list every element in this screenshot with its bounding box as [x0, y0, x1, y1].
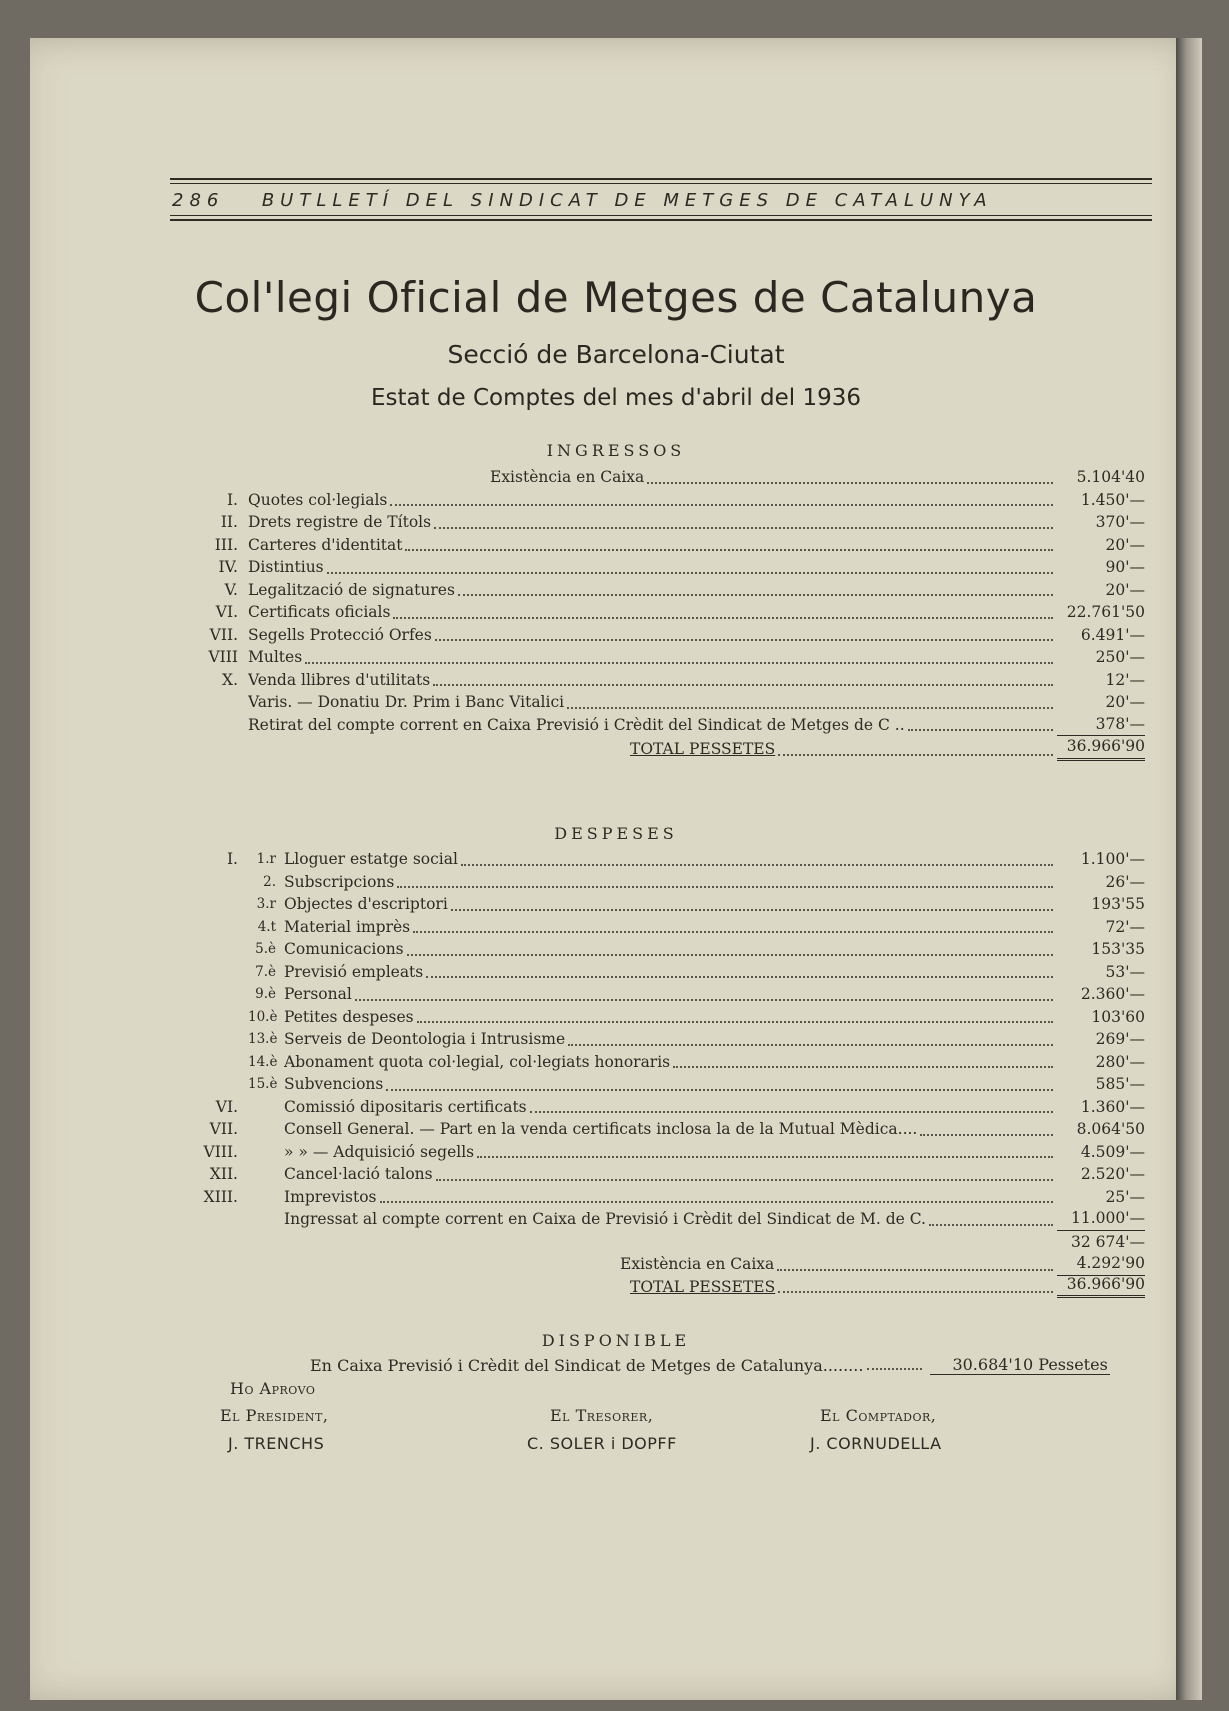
leader-dots [413, 931, 1053, 933]
ingressos-row-label: Carteres d'identitat [248, 535, 403, 554]
despeses-row [160, 1208, 1145, 1231]
president-name: J. TRENCHS [228, 1434, 325, 1453]
despeses-row [160, 1028, 1145, 1051]
ingressos-total-row [160, 738, 1145, 761]
ingressos-row [160, 489, 1145, 512]
leader-dots [390, 504, 1053, 506]
leader-dots [434, 527, 1053, 529]
despeses-row-subnumber: 13.è [248, 1031, 278, 1047]
ingressos-row-label: Venda llibres d'utilitats [248, 670, 431, 689]
ingressos-row-number: V. [224, 580, 238, 599]
ingressos-opening-row [160, 466, 1145, 489]
leader-dots [458, 594, 1053, 596]
despeses-subtotal: 32 674'— [1071, 1232, 1145, 1251]
president-title: El President, [220, 1406, 329, 1425]
leader-dots [567, 707, 1053, 709]
despeses-closing-row [160, 1253, 1145, 1276]
despeses-row-subnumber: 5.è [255, 941, 276, 957]
despeses-row-subnumber: 10.è [248, 1008, 278, 1025]
despeses-subtotal-row [160, 1231, 1145, 1254]
tresorer-name: C. SOLER i DOPFF [527, 1434, 677, 1453]
ingressos-total-label: TOTAL PESSETES [630, 740, 776, 758]
disponible-amount: 30.684'10 Pessetes [930, 1355, 1109, 1375]
despeses-row-label: Petites despeses [284, 1007, 414, 1026]
despeses-row [160, 938, 1145, 961]
ingressos-row [160, 556, 1145, 579]
ingressos-row [160, 511, 1145, 534]
ingressos-row-number: VI. [215, 603, 238, 621]
leader-dots [778, 754, 1053, 756]
leader-dots [568, 1044, 1053, 1046]
despeses-closing-amount: 4.292'90 [1057, 1252, 1145, 1276]
disponible-row [310, 1355, 1145, 1375]
despeses-row [160, 848, 1145, 871]
despeses-row-amount: 8.064'50 [1076, 1120, 1145, 1138]
ingressos-row [160, 624, 1145, 647]
despeses-row-number: I. [226, 850, 238, 868]
despeses-row-amount: 26'— [1105, 872, 1145, 891]
despeses-row-label: Subscripcions [284, 872, 395, 891]
despeses-row-amount: 193'55 [1091, 895, 1145, 913]
despeses-total-label: TOTAL PESSETES [630, 1277, 776, 1296]
despeses-row-amount: 25'— [1105, 1187, 1145, 1206]
despeses-row-amount: 585'— [1095, 1075, 1145, 1093]
leader-dots [461, 864, 1053, 866]
despeses-row-subnumber: 4.t [257, 918, 276, 935]
despeses-row [160, 1051, 1145, 1074]
ingressos-row-number: VIII [208, 648, 238, 666]
leader-dots [777, 1269, 1053, 1271]
despeses-closing-label: Existència en Caixa [620, 1255, 775, 1273]
running-head-text [170, 184, 1152, 215]
despeses-total-amount: 36.966'90 [1057, 1273, 1145, 1299]
despeses-row [160, 1006, 1145, 1029]
page-number: 286 [172, 190, 225, 211]
despeses-row-subnumber: 2. [263, 873, 276, 890]
despeses-row-label: Cancel·lació talons [284, 1165, 433, 1183]
despeses-row-label: Abonament quota col·legial, col·legiats honoraris [284, 1052, 671, 1071]
leader-dots [433, 684, 1053, 686]
leader-dots [355, 999, 1053, 1001]
ingressos-row-label: Distintius [248, 558, 324, 576]
document-period: Estat de Comptes del mes d'abril del 1936 [370, 385, 862, 411]
leader-dots [920, 1134, 1053, 1136]
despeses-row-label: Objectes d'escriptori [284, 895, 448, 913]
despeses-row-number: VIII. [203, 1142, 238, 1161]
ingressos-row-number: VII. [209, 625, 238, 644]
ingressos-row-label: Segells Protecció Orfes [248, 625, 432, 644]
ingressos-row [160, 601, 1145, 624]
despeses-row-amount: 53'— [1105, 962, 1145, 981]
despeses-row [160, 1163, 1145, 1186]
ingressos-row-amount: 6.491'— [1080, 625, 1145, 644]
ingressos-row [160, 646, 1145, 669]
ingressos-row-label: Multes [248, 648, 303, 666]
leader-dots [435, 639, 1053, 641]
despeses-row-amount: 11.000'— [1057, 1207, 1145, 1231]
ingressos-row-amount: 12'— [1105, 670, 1145, 689]
despeses-row-amount: 1.100'— [1080, 850, 1145, 868]
ingressos-row [160, 534, 1145, 557]
despeses-row-subnumber: 1.r [256, 851, 276, 867]
despeses-row-amount: 1.360'— [1080, 1097, 1145, 1116]
leader-dots [436, 1179, 1053, 1181]
leader-dots [407, 954, 1053, 956]
ingressos-row-number: III. [214, 535, 238, 554]
leader-dots [393, 617, 1053, 619]
despeses-row-subnumber: 7.è [255, 963, 276, 980]
leader-dots [417, 1021, 1053, 1023]
ingressos-heading: INGRESSOS [546, 441, 686, 460]
ingressos-row-amount: 20'— [1105, 693, 1145, 711]
ingressos-opening-amount: 5.104'40 [1076, 468, 1145, 486]
despeses-row [160, 961, 1145, 984]
despeses-row-subnumber: 3.r [256, 896, 276, 912]
despeses-row-label: Comunicacions [284, 940, 404, 958]
ingressos-row-amount: 22.761'50 [1066, 603, 1145, 621]
despeses-row-label: Material imprès [284, 917, 411, 936]
approve-label: Ho Aprovo [230, 1379, 316, 1398]
despeses-row-amount: 2.360'— [1080, 985, 1145, 1003]
document-subtitle: Secció de Barcelona-Ciutat [447, 340, 785, 369]
ingressos-total-amount: 36.966'90 [1057, 735, 1145, 761]
despeses-row-label: Consell General. — Part en la venda certificats inclosa la de la Mutual Mèdica.... [284, 1120, 918, 1138]
leader-dots [405, 549, 1053, 551]
leader-dots [673, 1066, 1053, 1068]
ingressos-row [160, 714, 1145, 737]
ingressos-row-label: Drets registre de Títols [248, 513, 432, 531]
ingressos-row [160, 691, 1145, 714]
despeses-row-number: VII. [209, 1120, 238, 1138]
ingressos-row-label: Quotes col·legials [248, 490, 388, 509]
journal-title: BUTLLETÍ DEL SINDICAT DE METGES DE CATALUNYA [261, 190, 993, 211]
ingressos-opening-label: Existència en Caixa [490, 468, 645, 486]
despeses-row-amount: 4.509'— [1080, 1142, 1145, 1161]
leader-dots [778, 1291, 1053, 1293]
despeses-row [160, 871, 1145, 894]
despeses-row-label: Subvencions [284, 1075, 384, 1093]
ingressos-row-amount: 90'— [1105, 558, 1145, 576]
ingressos-row [160, 579, 1145, 602]
tresorer-title: El Tresorer, [550, 1406, 654, 1425]
disponible-label: En Caixa Previsió i Crèdit del Sindicat de Metges de Catalunya........ [310, 1356, 864, 1375]
ingressos-row-amount: 20'— [1105, 535, 1145, 554]
disponible-heading: DISPONIBLE [541, 1331, 691, 1350]
despeses-row-label: Comissió dipositaris certificats [284, 1097, 527, 1116]
despeses-row [160, 983, 1145, 1006]
despeses-heading: DESPESES [554, 824, 678, 843]
despeses-row-amount: 103'60 [1091, 1007, 1145, 1026]
leader-dots [305, 662, 1053, 664]
leader-dots [530, 1111, 1053, 1113]
despeses-row-number: VI. [215, 1097, 238, 1116]
ingressos-rows [160, 489, 1145, 737]
despeses-row-label: Serveis de Deontologia i Intrusisme [284, 1030, 566, 1048]
ingressos-row [160, 669, 1145, 692]
despeses-rows [160, 848, 1145, 1231]
despeses-row [160, 916, 1145, 939]
ingressos-row-amount: 370'— [1095, 513, 1145, 531]
despeses-row [160, 1186, 1145, 1209]
ingressos-row-number: I. [226, 490, 238, 509]
despeses-row-amount: 153'35 [1091, 940, 1145, 958]
leader-dots [426, 976, 1053, 978]
leader-dots [386, 1089, 1053, 1091]
despeses-row-label: Lloguer estatge social [284, 850, 458, 868]
despeses-row-number: XII. [209, 1165, 238, 1183]
despeses-row-amount: 269'— [1095, 1030, 1145, 1048]
despeses-row-subnumber: 9.è [255, 986, 276, 1002]
despeses-row-label: Personal [284, 985, 352, 1003]
despeses-row-subnumber: 14.è [248, 1053, 278, 1070]
despeses-row [160, 1073, 1145, 1096]
ingressos-row-label: Certificats oficials [248, 603, 391, 621]
ingressos-row-amount: 378'— [1057, 713, 1145, 737]
running-head [170, 178, 1152, 221]
despeses-row [160, 893, 1145, 916]
ingressos-row-number: IV. [218, 558, 238, 576]
ingressos-row-amount: 250'— [1095, 648, 1145, 666]
despeses-row [160, 1096, 1145, 1119]
despeses-total-row [160, 1276, 1145, 1299]
despeses-row-label: » » — Adquisició segells [284, 1142, 475, 1161]
document-page [30, 38, 1202, 1700]
comptador-title: El Comptador, [820, 1406, 937, 1425]
leader-dots [929, 1224, 1053, 1226]
ingressos-row-number: X. [222, 670, 238, 689]
despeses-row [160, 1141, 1145, 1164]
despeses-row-subnumber: 15.è [248, 1076, 278, 1092]
leader-dots [867, 1368, 922, 1370]
leader-dots [477, 1156, 1053, 1158]
despeses-row-amount: 280'— [1095, 1052, 1145, 1071]
ingressos-row-amount: 1.450'— [1080, 490, 1145, 509]
leader-dots [451, 909, 1053, 911]
leader-dots [397, 886, 1053, 888]
despeses-row-amount: 72'— [1105, 917, 1145, 936]
despeses-row-label: Imprevistos [284, 1187, 377, 1206]
leader-dots [327, 572, 1053, 574]
ingressos-row-amount: 20'— [1105, 580, 1145, 599]
bottom-rule [170, 219, 1152, 221]
leader-dots [908, 729, 1053, 731]
ingressos-row-label: Varis. — Donatiu Dr. Prim i Banc Vitalici [248, 693, 565, 711]
despeses-row-number: XIII. [203, 1187, 238, 1206]
despeses-ledger [160, 848, 1145, 1298]
ingressos-row-number: II. [220, 513, 238, 531]
despeses-row-amount: 2.520'— [1080, 1165, 1145, 1183]
despeses-row-label: Ingressat al compte corrent en Caixa de Previsió i Crèdit del Sindicat de M. de C. [284, 1210, 926, 1228]
leader-dots [647, 482, 1053, 484]
ingressos-row-label: Legalització de signatures [248, 580, 455, 599]
document-title: Col'legi Oficial de Metges de Catalunya [194, 273, 1038, 322]
despeses-row [160, 1118, 1145, 1141]
leader-dots [380, 1201, 1053, 1203]
ingressos-ledger [160, 466, 1145, 761]
comptador-name: J. CORNUDELLA [810, 1434, 942, 1453]
despeses-row-label: Previsió empleats [284, 962, 424, 981]
ingressos-row-label: Retirat del compte corrent en Caixa Previsió i Crèdit del Sindicat de Metges de C .. [248, 715, 905, 734]
